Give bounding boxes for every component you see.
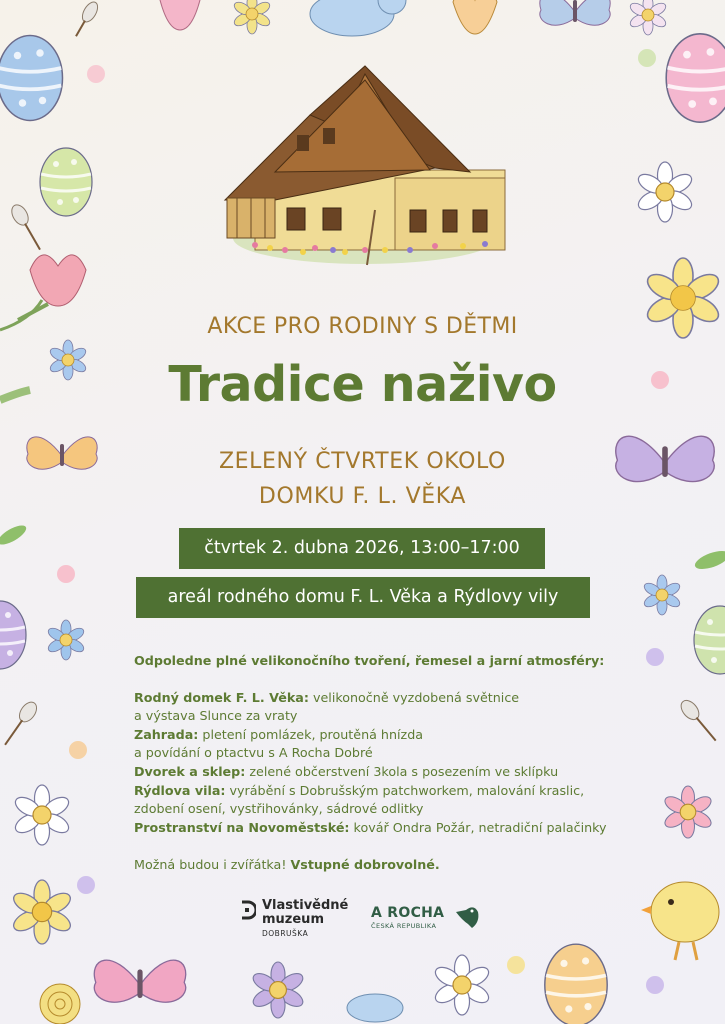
program-item-label: Prostranství na Novoměstské: [134,819,350,835]
arocha-logo [371,905,444,930]
event-tagline-line2: DOMKU F. L. VĚKA [258,484,467,509]
footer-note-bold: Vstupné dobrovolné. [290,857,440,873]
place-bar: areál rodného domu F. L. Věka a Rýdlovy vily [136,577,590,618]
daffodil [10,880,73,944]
program-item-continued: zdobení osení, vystřihovánky, sádrové odlitky [134,801,424,817]
program-item-text: vyrábění s Dobrušským patchworkem, malování kraslic, [229,782,585,798]
program-item [134,763,614,782]
program-item-continued: a povídání o ptactvu s A Rocha Dobré [134,745,373,761]
pussy-willow [8,202,46,253]
pussy-willow [71,0,101,39]
pussy-willow [0,699,40,749]
event-tagline [0,444,725,514]
program-item-text: zelené občerstvení 3kola s posezením ve sklípku [249,763,559,779]
event-tagline-line1: ZELENÝ ČTVRTEK OKOLO [219,449,506,474]
footer-note-text: Možná budou i zvířátka! [134,857,287,873]
bunny-icon [310,0,406,36]
museum-logo-icon [240,900,256,920]
program-item [134,726,614,745]
program-item-label: Rýdlova vila: [134,782,226,798]
program-item-text: pletení pomlázek, proutěná hnízda [202,726,424,742]
house-illustration [215,60,515,300]
arocha-logo-name: A ROCHA [371,905,445,921]
museum-logo-line2: muzeum [262,912,324,927]
program-item-text: kovář Ondra Požár, netradiční palačinky [353,819,607,835]
program-item [134,782,614,801]
kingfisher-icon [452,900,484,932]
arocha-logo-sub: ČESKÁ REPUBLIKA [371,922,437,930]
museum-logo-city: DOBRUŠKA [262,929,309,938]
museum-logo-line1: Vlastivědné [262,898,349,913]
program-item-label: Dvorek a sklep: [134,763,246,779]
event-subtitle: AKCE PRO RODINY S DĚTMI [207,314,518,339]
event-title: Tradice naživo [168,356,557,413]
program-item [134,819,614,838]
program-item-text: velikonočně vyzdobená světnice [312,689,520,705]
program-item-label: Rodný domek F. L. Věka: [134,689,309,705]
date-bar: čtvrtek 2. dubna 2026, 13:00–17:00 [179,528,545,569]
program-item [134,689,614,708]
pussy-willow [678,697,722,745]
footer-note [134,856,614,875]
museum-logo-name [262,899,362,927]
tulip [18,255,86,320]
program-intro: Odpoledne plné velikonočního tvoření, řemesel a jarní atmosféry: [134,653,605,668]
program-item-label: Zahrada: [134,726,199,742]
program-section [134,652,614,875]
chick-icon [641,882,719,960]
program-item-continued: a výstava Slunce za vraty [134,708,298,724]
